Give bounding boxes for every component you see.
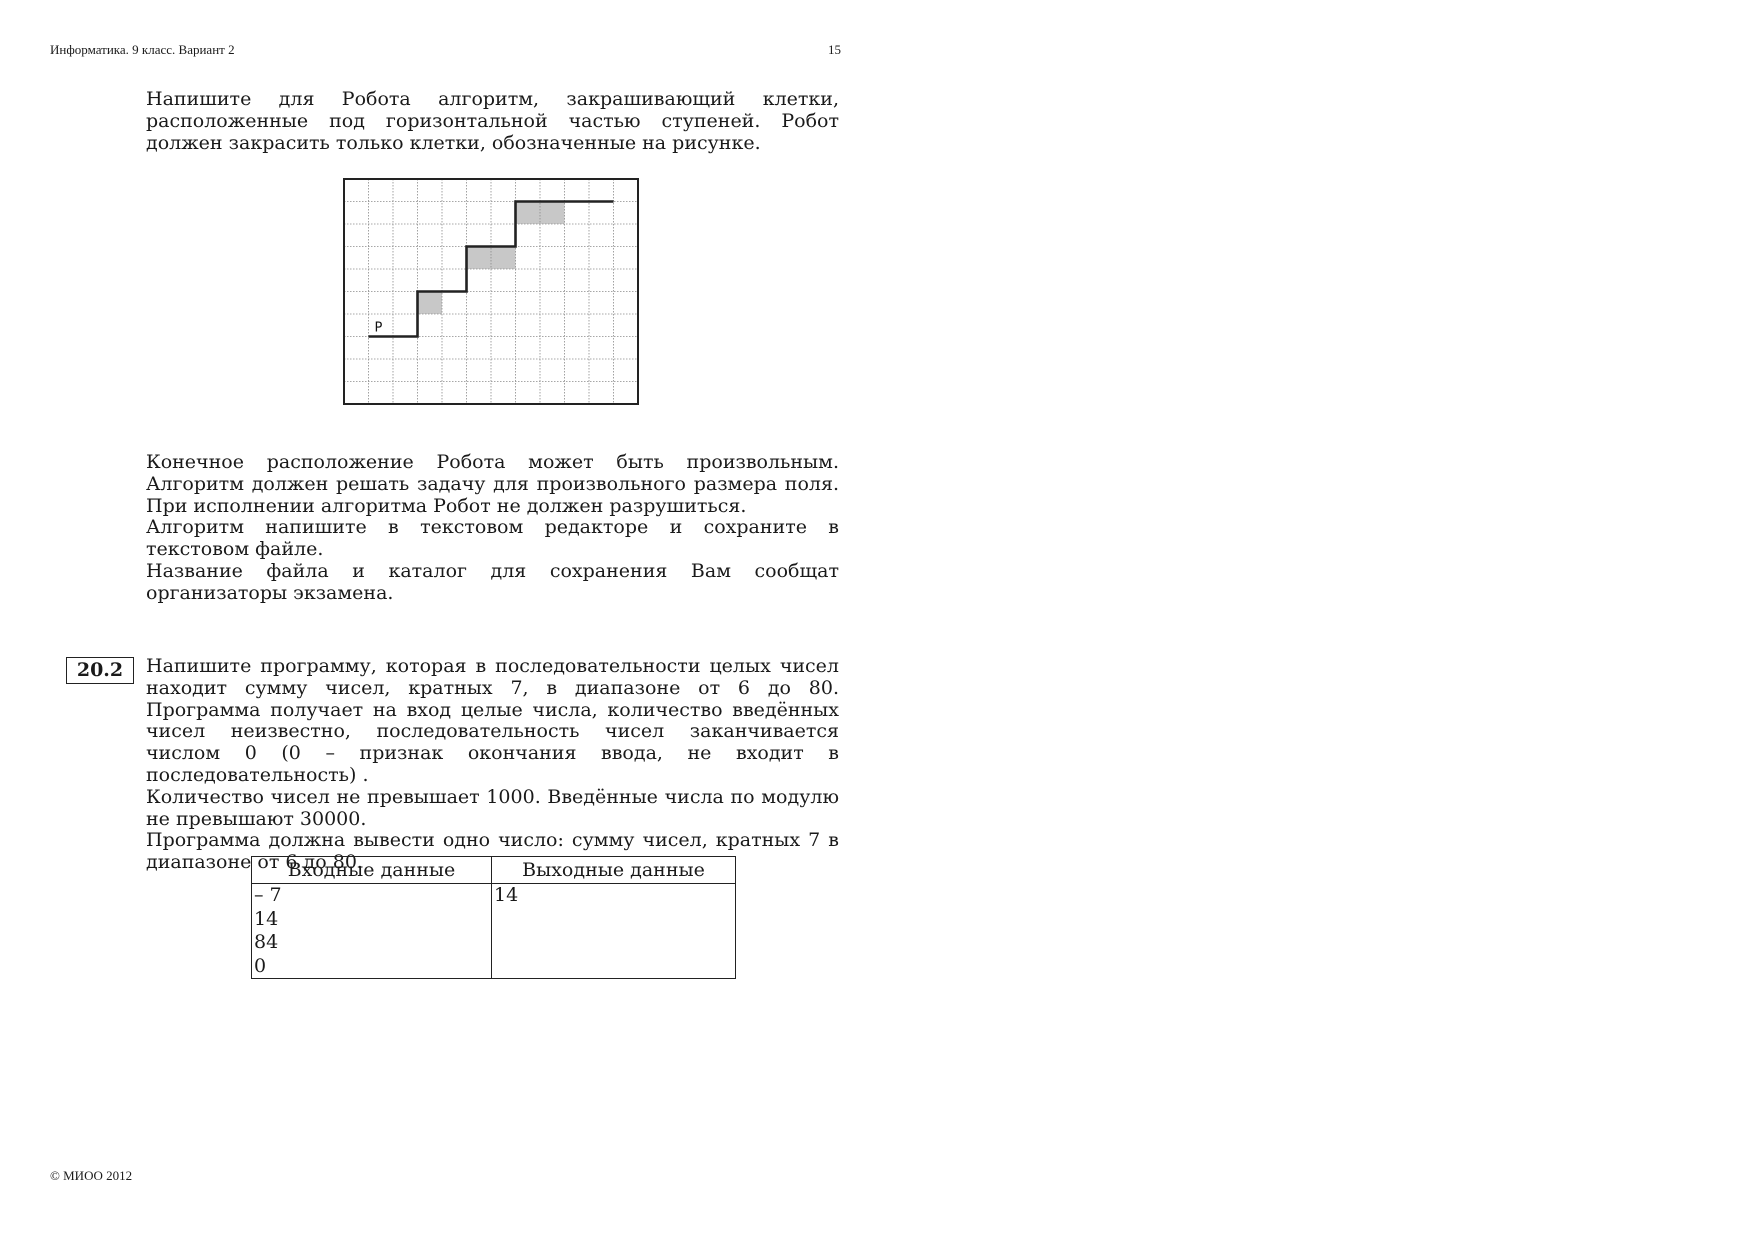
conditions-paragraph-3: Название файла и каталог для сохранения Вам сообщат организаторы экзамена. xyxy=(146,559,839,604)
robot-label: Р xyxy=(374,320,383,336)
task-block xyxy=(146,656,839,874)
page-number: 15 xyxy=(828,42,841,57)
conditions-paragraph-1: Конечное расположение Робота может быть произвольным. Алгоритм должен решать задачу для произвольного размера поля. При исполнении алгоритма Робот не должен разрушиться. xyxy=(146,451,839,517)
intro-paragraph xyxy=(146,89,839,154)
output-data-cell xyxy=(492,884,736,979)
task-paragraph-2: Количество чисел не превышает 1000. Введённые числа по модулю не превышают 30000. xyxy=(146,785,839,830)
input-line: 84 xyxy=(254,931,279,953)
table-header-output: Выходные данные xyxy=(492,857,736,884)
io-example-table xyxy=(251,856,736,979)
input-line: 14 xyxy=(254,907,279,930)
shaded-cell xyxy=(540,202,565,225)
input-line: – 7 xyxy=(254,884,282,906)
intro-text: Напишите для Робота алгоритм, закрашивающий клетки, расположенные под горизонтальной частью ступеней. Робот должен закрасить только клетки, обозначенные на рисунке. xyxy=(146,88,839,154)
task-number-box: 20.2 xyxy=(66,657,134,684)
copyright-footer: © МИОО 2012 xyxy=(50,1168,133,1183)
input-line: 0 xyxy=(254,954,267,977)
shaded-cell xyxy=(491,247,516,270)
robot-field-figure xyxy=(341,177,641,429)
shaded-cell xyxy=(516,202,541,225)
shaded-cell xyxy=(467,247,492,270)
conditions-block xyxy=(146,452,839,605)
input-data-cell xyxy=(252,884,492,979)
task-paragraph-3: Программа должна вывести одно число: сумму чисел, кратных 7 в диапазоне от 6 до 80. xyxy=(146,829,839,874)
shaded-cell xyxy=(418,292,443,315)
running-header: Информатика. 9 класс. Вариант 2 xyxy=(50,42,235,57)
output-line: 14 xyxy=(494,884,519,906)
conditions-paragraph-2: Алгоритм напишите в текстовом редакторе и сохраните в текстовом файле. xyxy=(146,516,839,561)
table-header-input: Входные данные xyxy=(252,857,492,884)
task-paragraph-1: Напишите программу, которая в последовательности целых чисел находит сумму чисел, кратных 7, в диапазоне от 6 до 80. Программа получает на вход целые числа, количество введённых чисел неизвестно, последовательность чисел заканчивается числом 0 (0 – признак окончания ввода, не входит в последовательность) . xyxy=(146,655,839,786)
